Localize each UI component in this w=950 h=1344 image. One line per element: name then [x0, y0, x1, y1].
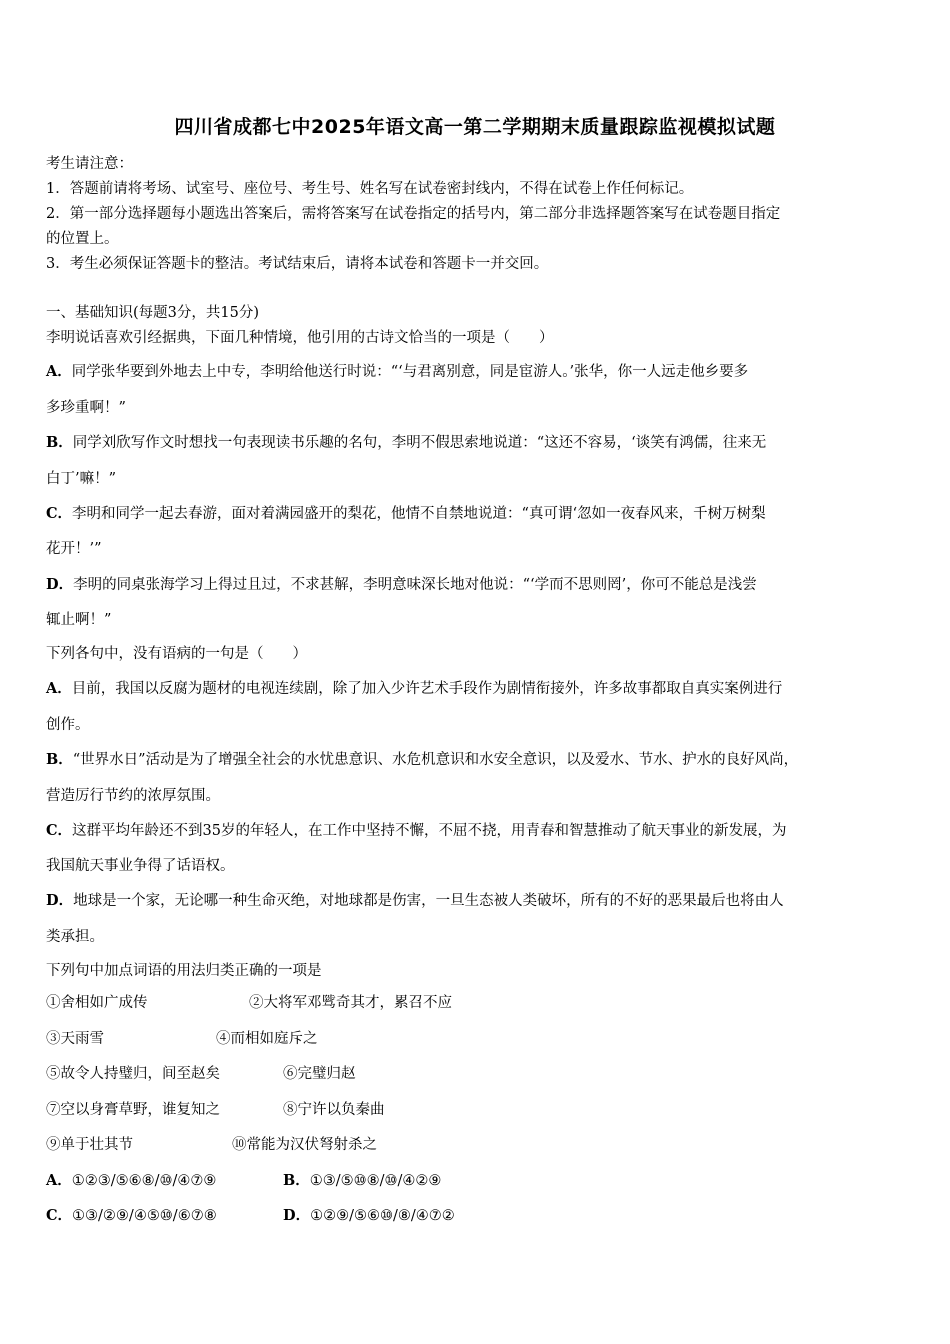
q2-stem: 下列各句中，没有语病的一句是（ ） [46, 646, 307, 662]
q2-option-a-cont: 创作。 [46, 717, 90, 733]
q1-option-b-cont: 白丁’嘛！” [46, 471, 117, 487]
q3-item: ⑦空以身膏草野，谁复知之 [46, 1102, 220, 1118]
q1-option-a [46, 360, 748, 381]
q3-item: ⑤故令人持璧归，间至赵矣 [46, 1066, 220, 1082]
q2-option-d-cont: 类承担。 [46, 929, 104, 945]
q1-option-c [46, 502, 766, 523]
option-label: D． [283, 1207, 311, 1224]
q3-item: ⑥完璧归赵 [283, 1066, 356, 1082]
q1-option-d-cont: 辄止啊！” [46, 612, 112, 628]
option-label: B． [46, 434, 73, 451]
option-label: B． [283, 1172, 310, 1189]
page-title: 四川省成都七中2025年语文高一第二学期期末质量跟踪监视模拟试题 [174, 116, 776, 138]
q1-stem: 李明说话喜欢引经据典，下面几种情境，他引用的古诗文恰当的一项是（ ） [46, 330, 554, 346]
q1-option-c-cont: 花开！’” [46, 541, 102, 557]
q2-option-d [46, 889, 784, 910]
q1-option-d [46, 573, 757, 594]
q3-item-row [46, 1027, 318, 1048]
q3-item-row [46, 1133, 377, 1154]
option-text: 李明和同学一起去春游，面对着满园盛开的梨花，他情不自禁地说道：“真可谓‘忽如一夜春风来，千树万树梨 [72, 506, 766, 522]
q3-item: ⑧宁许以负秦曲 [283, 1102, 385, 1118]
option-text: 这群平均年龄还不到35岁的年轻人，在工作中坚持不懈，不屈不挠，用青春和智慧推动了航天事业的新发展，为 [72, 823, 787, 839]
option-label: A． [46, 1172, 72, 1189]
q3-item: ③天雨雪 [46, 1031, 104, 1047]
q2-option-c [46, 819, 787, 840]
option-label: C． [46, 505, 73, 522]
section-heading: 一、基础知识(每题3分，共15分) [46, 305, 259, 321]
option-text: “世界水日”活动是为了增强全社会的水忧患意识、水危机意识和水安全意识，以及爱水、节水、护水的良好风尚， [72, 752, 799, 768]
q2-option-b-cont: 营造厉行节约的浓厚氛围。 [46, 788, 220, 804]
q3-stem: 下列句中加点词语的用法归类正确的一项是 [46, 963, 322, 979]
option-text: 目前，我国以反腐为题材的电视连续剧，除了加入少许艺术手段作为剧情衔接外，许多故事都取自真实案例进行 [71, 681, 783, 697]
notice-item-3: 3．考生必须保证答题卡的整洁。考试结束后，请将本试卷和答题卡一并交回。 [46, 256, 549, 272]
option-label: C． [46, 822, 73, 839]
q1-option-a-cont: 多珍重啊！” [46, 400, 126, 416]
notice-item-2-cont: 的位置上。 [46, 231, 119, 247]
option-label: D． [46, 892, 74, 909]
q2-option-a [46, 677, 782, 698]
notice-heading: 考生请注意： [46, 156, 133, 172]
option-text: ①②③/⑤⑥⑧/⑩/④⑦⑨ [71, 1173, 217, 1189]
option-label: D． [46, 576, 74, 593]
q3-item: ①舍相如广成传 [46, 995, 148, 1011]
q3-item: ⑩常能为汉伏弩射杀之 [232, 1137, 377, 1153]
notice-item-1: 1．答题前请将考场、试室号、座位号、考生号、姓名写在试卷密封线内，不得在试卷上作任何标记。 [46, 181, 694, 197]
option-label: A． [46, 680, 72, 697]
option-text: 同学张华要到外地去上中专，李明给他送行时说：“‘与君离别意，同是宦游人。’张华，你一人远走他乡要多 [71, 364, 749, 380]
q3-option-b [283, 1173, 441, 1189]
option-label: A． [46, 363, 72, 380]
option-text: 同学刘欣写作文时想找一句表现读书乐趣的名句，李明不假思索地说道：“这还不容易，‘谈笑有鸿儒，往来无 [72, 435, 767, 451]
q3-item: ④而相如庭斥之 [216, 1031, 318, 1047]
notice-item-2: 2．第一部分选择题每小题选出答案后，需将答案写在试卷指定的括号内，第二部分非选择题答案写在试卷题目指定 [46, 206, 781, 222]
q3-item-row [46, 1062, 356, 1083]
q1-option-b [46, 431, 766, 452]
q2-option-c-cont: 我国航天事业争得了话语权。 [46, 858, 235, 874]
q3-option-d [283, 1208, 455, 1224]
q3-item: ⑨单于壮其节 [46, 1137, 133, 1153]
option-text: ①②⑨/⑤⑥⑩/⑧/④⑦② [310, 1208, 455, 1224]
q3-option-c [46, 1204, 283, 1225]
q3-item: ②大将军邓骘奇其才，累召不应 [249, 995, 452, 1011]
q3-option-a [46, 1169, 283, 1190]
q3-options-row-1 [46, 1169, 441, 1190]
option-label: C． [46, 1207, 73, 1224]
option-text: ①③/⑤⑩⑧/⑩/④②⑨ [309, 1173, 442, 1189]
option-text: 李明的同桌张海学习上得过且过，不求甚解，李明意味深长地对他说：“‘学而不思则罔’，你可不能总是浅尝 [73, 577, 757, 593]
q3-item-row [46, 991, 452, 1012]
option-text: ①③/②⑨/④⑤⑩/⑥⑦⑧ [72, 1208, 217, 1224]
option-label: B． [46, 751, 73, 768]
option-text: 地球是一个家，无论哪一种生命灭绝，对地球都是伤害，一旦生态被人类破坏，所有的不好的恶果最后也将由人 [73, 893, 784, 909]
q3-options-row-2 [46, 1204, 455, 1225]
q3-item-row [46, 1098, 385, 1119]
q2-option-b [46, 748, 798, 769]
